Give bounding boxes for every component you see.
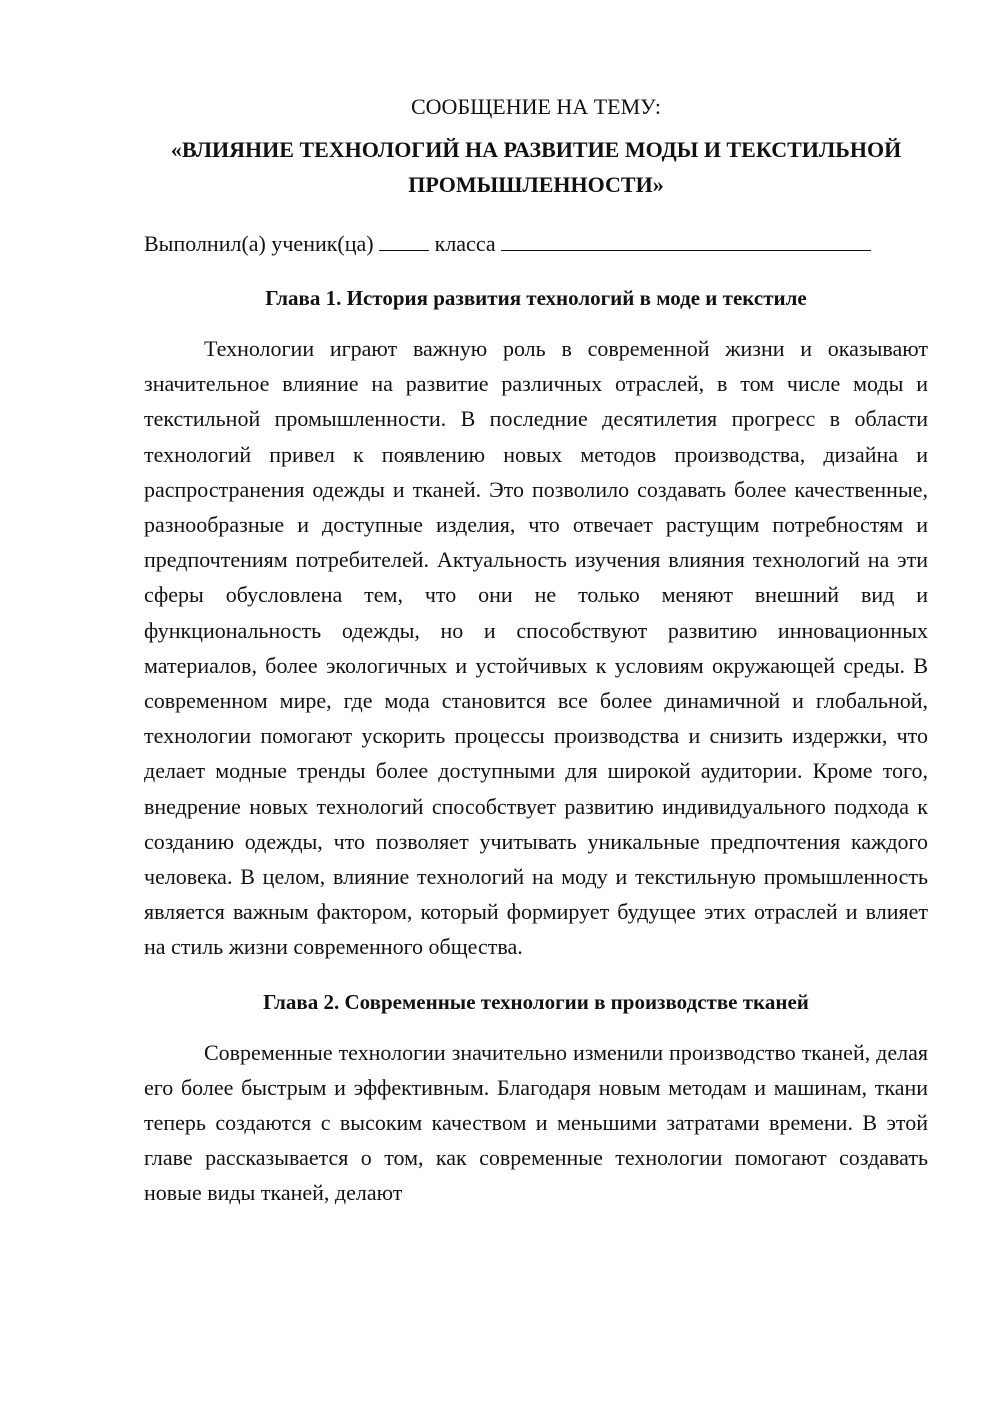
class-number-blank [379,228,429,251]
performer-label: Выполнил(а) ученик(ца) [144,231,374,256]
chapter-1-paragraph: Технологии играют важную роль в современной жизни и оказывают значительное влияние на развитие различных отраслей, в том числе моды и текстильной промышленности. В последние десятилетия прогресс в области технологий привел к появлению новых методов производства, дизайна и распространения одежды и тканей. Это позволило создавать более качественные, разнообразные и доступные изделия, что отвечает растущим потребностям и предпочтениям потребителей. Актуальность изучения влияния технологий на эти сферы обусловлена тем, что они не только меняют внешний вид и функциональность одежды, но и способствуют развитию инновационных материалов, более экологичных и устойчивых к условиям окружающей среды. В современном мире, где мода становится все более динамичной и глобальной, технологии помогают ускорить процессы производства и снизить издержки, что делает модные тренды более доступными для широкой аудитории. Кроме того, внедрение новых технологий способствует развитию индивидуального подхода к созданию одежды, что позволяет учитывать уникальные предпочтения каждого человека. В целом, влияние технологий на моду и текстильную промышленность является важным фактором, который формирует будущее этих отраслей и влияет на стиль жизни современного общества. [144,336,928,960]
document-header: СООБЩЕНИЕ НА ТЕМУ: [411,94,661,119]
chapter-2-paragraph: Современные технологии значительно изменили производство тканей, делая его более быстрым и эффективным. Благодаря новым методам и машинам, ткани теперь создаются с высоким качеством и меньшими затратами времени. В этой главе рассказывается о том, как современные технологии помогают создавать новые виды тканей, делают [144,1039,928,1206]
document-body [144,88,928,1211]
chapter-1-heading: Глава 1. История развития технологий в моде и текстиле [265,286,807,310]
document-title: «ВЛИЯНИЕ ТЕХНОЛОГИЙ НА РАЗВИТИЕ МОДЫ И ТЕКСТИЛЬНОЙ ПРОМЫШЛЕННОСТИ» [170,137,902,197]
class-label: класса [434,231,496,256]
chapter-2-heading: Глава 2. Современные технологии в производстве тканей [263,989,809,1014]
performer-line [144,226,928,261]
student-name-blank [501,228,871,251]
